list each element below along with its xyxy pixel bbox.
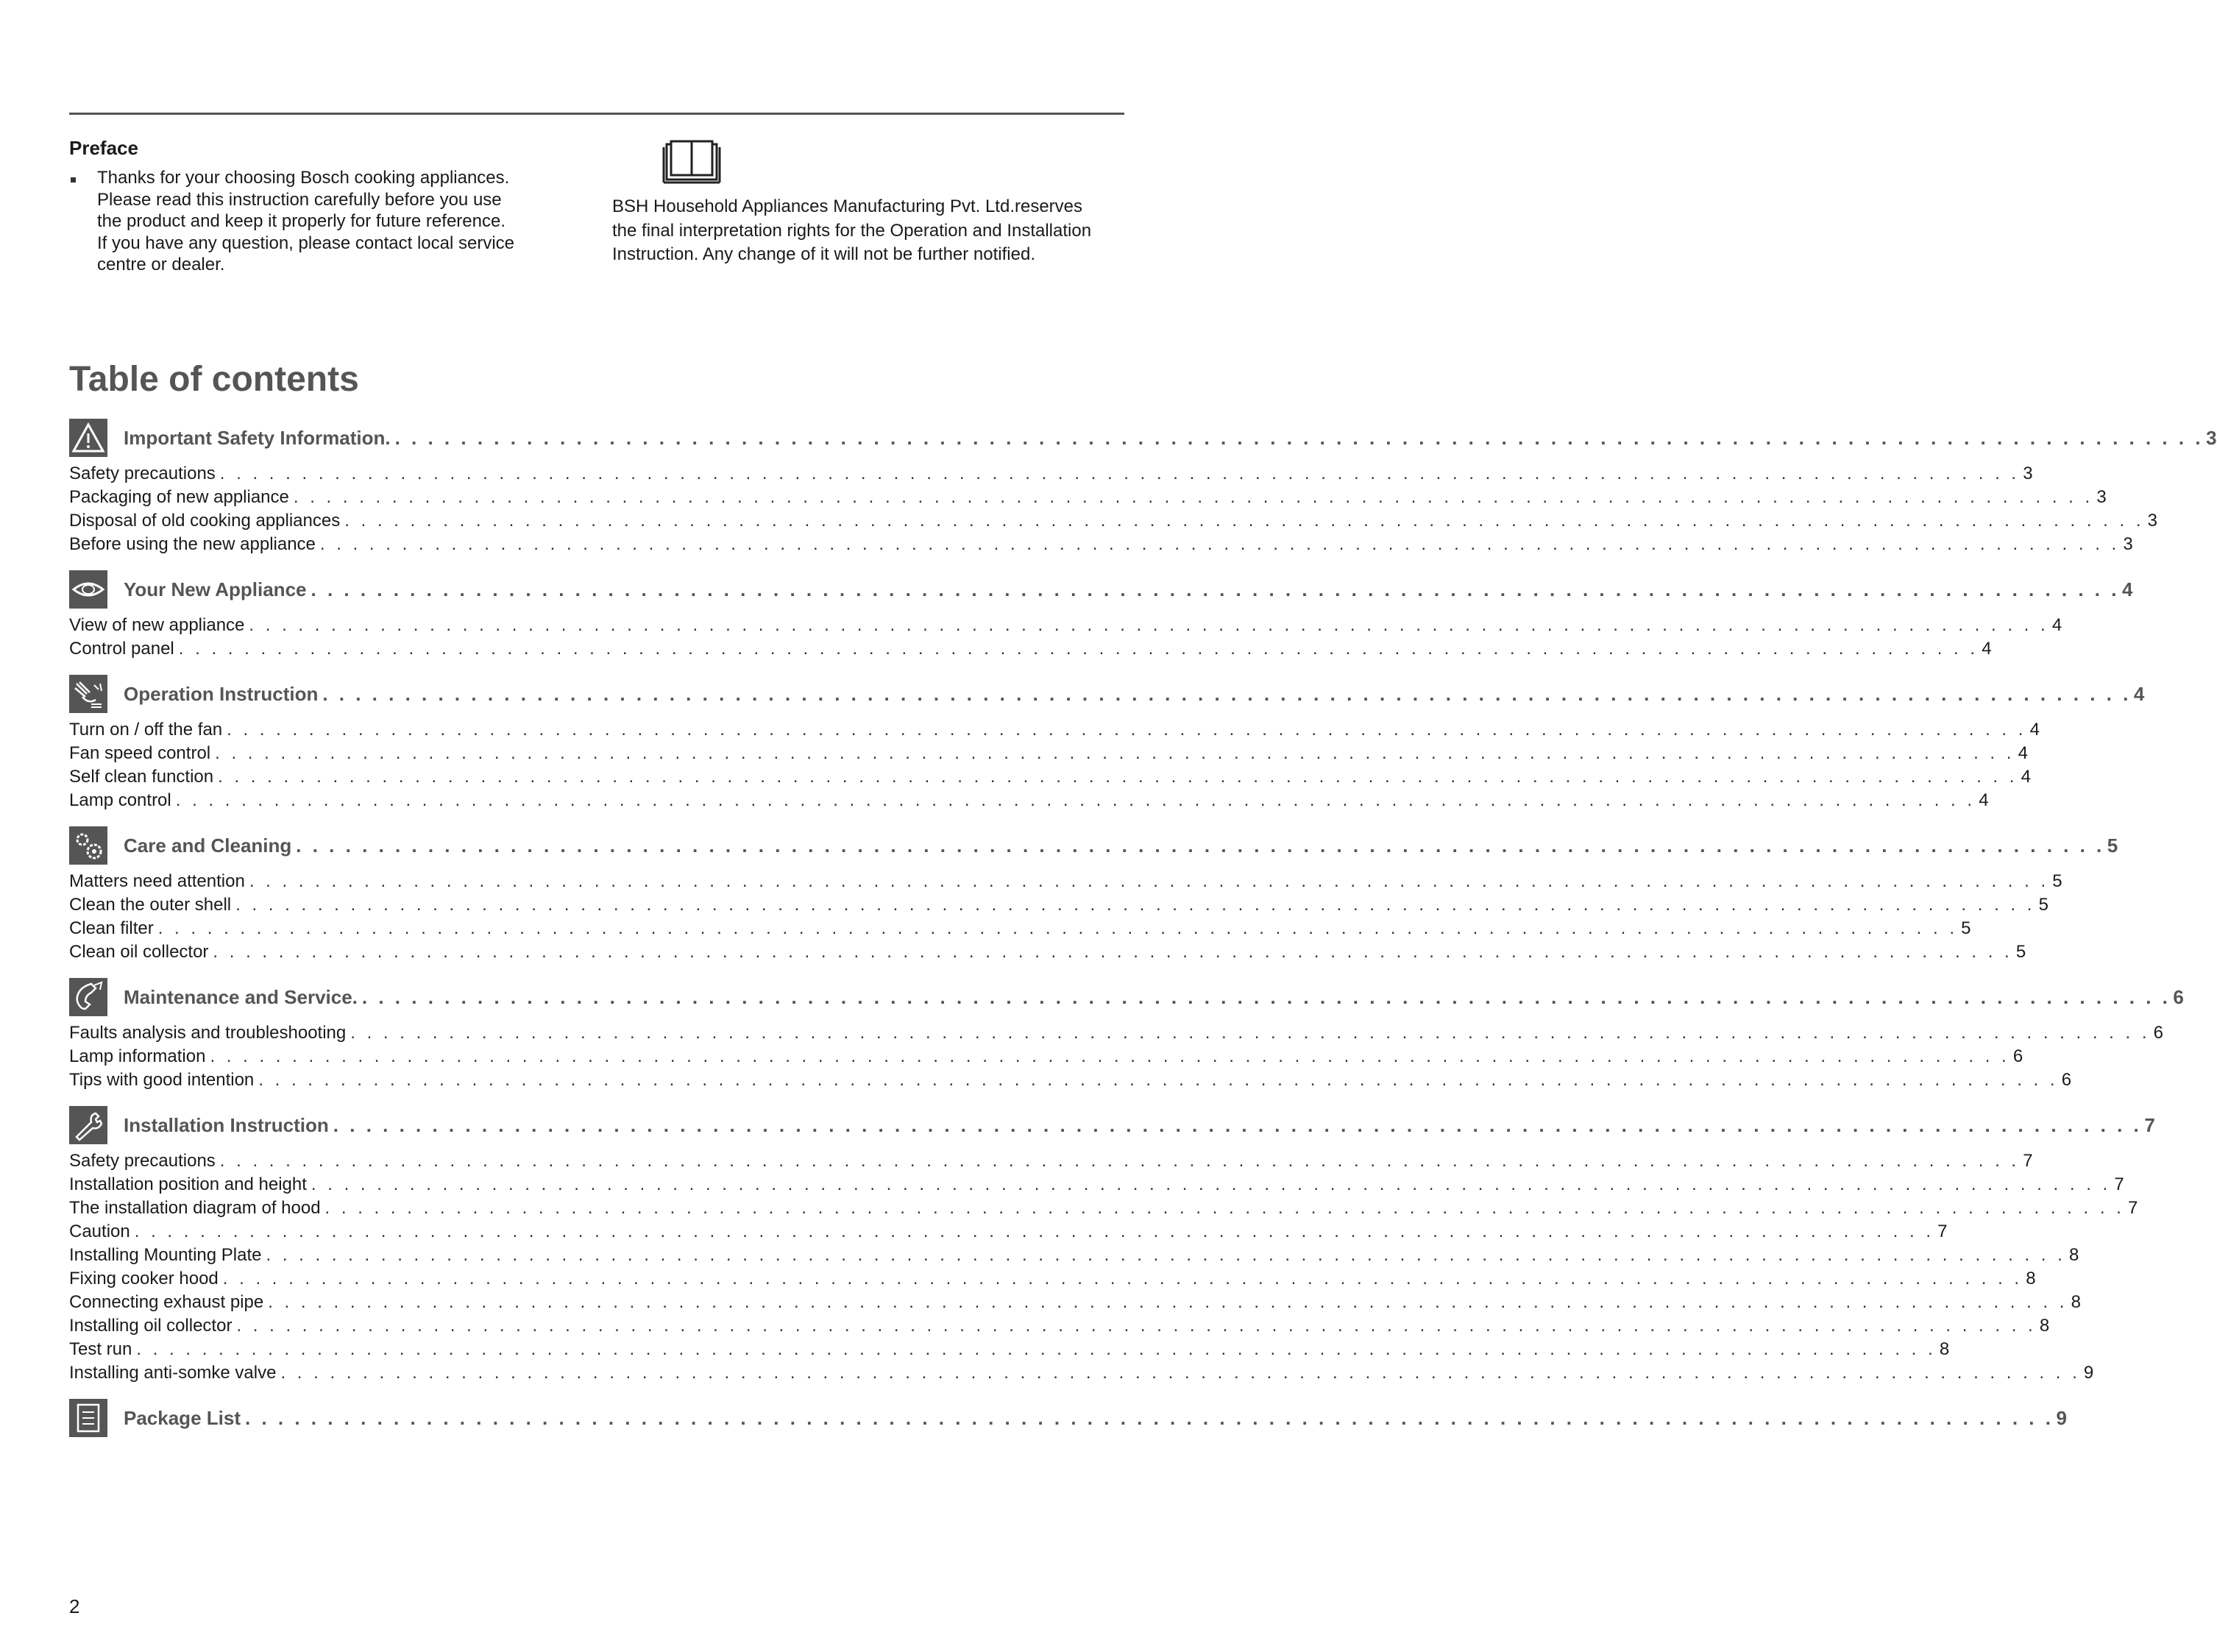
toc-entry[interactable] — [69, 1291, 2081, 1314]
toc-entry[interactable] — [69, 1068, 2072, 1092]
leader-dots — [322, 682, 2131, 706]
toc-page-number: 8 — [2071, 1292, 2081, 1312]
toc-section-heading — [69, 416, 2217, 459]
toc-entry-label: Clean oil collector — [69, 942, 209, 962]
toc-page-number: 6 — [2012, 1046, 2023, 1066]
toc-page-number: 7 — [2144, 1114, 2155, 1136]
rights-notice — [612, 140, 1157, 267]
toc-page-number: 7 — [1937, 1222, 1948, 1241]
toc-entry-label: Packaging of new appliance — [69, 487, 289, 507]
toc-page-number: 8 — [1939, 1339, 1950, 1359]
toc-page-number: 7 — [2114, 1174, 2124, 1194]
toc-entry[interactable] — [69, 742, 2028, 765]
toc-section — [69, 673, 2145, 812]
leader-dots — [320, 533, 2120, 556]
toc-section-title[interactable] — [124, 578, 2132, 601]
toc-entry-label: Disposal of old cooking appliances — [69, 511, 341, 531]
preface-line: If you have any question, please contact local service — [97, 233, 514, 253]
toc-entry-label: Safety precautions — [69, 464, 216, 483]
operation-hand-icon — [69, 675, 107, 713]
toc-entry-label: Lamp information — [69, 1046, 206, 1066]
phone-icon — [69, 978, 107, 1016]
toc-entry-label: Fan speed control — [69, 743, 211, 763]
table-of-contents — [69, 416, 2217, 1451]
leader-dots — [344, 509, 2144, 533]
toc-entry[interactable] — [69, 509, 2158, 533]
bullet-icon — [71, 177, 76, 182]
leader-dots — [268, 1291, 2068, 1314]
leader-dots — [135, 1220, 1934, 1244]
toc-entry-label: Before using the new appliance — [69, 534, 316, 554]
preface — [69, 137, 570, 276]
leader-dots — [136, 1338, 1936, 1361]
wrench-icon — [69, 1106, 107, 1144]
toc-entry-label: Self clean function — [69, 767, 214, 787]
toc-section — [69, 976, 2184, 1092]
toc-section-title[interactable] — [124, 682, 2144, 706]
toc-page-number: 7 — [2023, 1151, 2033, 1171]
toc-page-number: 6 — [2153, 1023, 2164, 1043]
toc-entry-label: Clean the outer shell — [69, 895, 232, 915]
toc-entry[interactable] — [69, 870, 2062, 893]
toc-page-number: 3 — [2123, 534, 2133, 554]
toc-entry-label: Control panel — [69, 639, 174, 659]
leader-dots — [158, 917, 1958, 940]
toc-page-number: 6 — [2173, 986, 2184, 1008]
toc-entry-label: Installing oil collector — [69, 1316, 233, 1336]
toc-entry[interactable] — [69, 1314, 2050, 1338]
toc-page-number: 3 — [2096, 487, 2107, 507]
toc-entry-label: Faults analysis and troubleshooting — [69, 1023, 347, 1043]
leader-dots — [223, 1267, 2023, 1291]
toc-entry[interactable] — [69, 1220, 1948, 1244]
toc-section-heading — [69, 1397, 2067, 1439]
toc-entry[interactable] — [69, 1045, 2023, 1068]
toc-entry[interactable] — [69, 1338, 1950, 1361]
toc-page-number: 5 — [2052, 871, 2062, 891]
toc-entry-label: Care and Cleaning — [124, 834, 292, 857]
toc-section — [69, 568, 2133, 661]
toc-entry[interactable] — [69, 614, 2062, 637]
toc-entry[interactable] — [69, 1197, 2138, 1220]
toc-entry-label: Safety precautions — [69, 1151, 216, 1171]
toc-page-number: 5 — [2015, 942, 2026, 962]
toc-entry-label: Installing anti-somke valve — [69, 1363, 277, 1383]
toc-entry[interactable] — [69, 765, 2031, 789]
toc-entry-label: Lamp control — [69, 790, 171, 810]
leader-dots — [218, 765, 2018, 789]
toc-entry-label: Installing Mounting Plate — [69, 1245, 262, 1265]
leader-dots — [249, 870, 2049, 893]
toc-page-number: 3 — [2023, 464, 2033, 483]
toc-page-number: 3 — [2147, 511, 2158, 531]
leader-dots — [249, 614, 2048, 637]
toc-page-number: 9 — [2083, 1363, 2094, 1383]
toc-page-number: 6 — [2061, 1070, 2072, 1090]
toc-entry-label: Caution — [69, 1222, 130, 1241]
leader-dots — [220, 462, 2020, 486]
preface-bullet-item — [69, 167, 570, 276]
toc-entry[interactable] — [69, 1021, 2164, 1045]
toc-entry[interactable] — [69, 893, 2048, 917]
toc-section-title[interactable] — [124, 426, 2217, 450]
book-icon — [662, 140, 721, 185]
leader-dots — [311, 578, 2120, 601]
toc-entry[interactable] — [69, 486, 2107, 509]
toc-entry-label: Clean filter — [69, 918, 154, 938]
toc-section-heading — [69, 824, 2118, 867]
toc-entry-label: Important Safety Information. — [124, 427, 391, 449]
toc-entry-label: Connecting exhaust pipe — [69, 1292, 264, 1312]
toc-entry-label: Matters need attention — [69, 871, 245, 891]
leader-dots — [350, 1021, 2150, 1045]
page-number: 2 — [69, 1595, 80, 1617]
toc-section-title[interactable] — [124, 1406, 2067, 1430]
toc-entry[interactable] — [69, 1149, 2033, 1173]
toc-entry-label: The installation diagram of hood — [69, 1198, 321, 1218]
toc-entry-label: Installation position and height — [69, 1174, 307, 1194]
toc-page-number: 9 — [2056, 1407, 2067, 1429]
toc-entry[interactable] — [69, 1267, 2036, 1291]
toc-section — [69, 1397, 2067, 1439]
leader-dots — [236, 1314, 2036, 1338]
leader-dots — [333, 1113, 2142, 1137]
toc-page-number: 4 — [2133, 683, 2145, 705]
toc-page-number: 5 — [2107, 834, 2118, 857]
toc-entry[interactable] — [69, 462, 2033, 486]
leader-dots — [213, 940, 2012, 964]
leader-dots — [266, 1244, 2066, 1267]
toc-entry[interactable] — [69, 940, 2026, 964]
toc-entry-label: View of new appliance — [69, 615, 245, 635]
toc-entry[interactable] — [69, 917, 1971, 940]
toc-entry-label: Tips with good intention — [69, 1070, 255, 1090]
care-gears-icon — [69, 826, 107, 865]
toc-page-number: 4 — [2051, 615, 2062, 635]
toc-entry[interactable] — [69, 718, 2040, 742]
leader-dots — [215, 742, 2015, 765]
toc-section-heading — [69, 1104, 2155, 1146]
preface-line: the product and keep it properly for future reference. — [97, 211, 506, 231]
toc-page-number: 5 — [2038, 895, 2048, 915]
toc-entry-label: Package List — [124, 1407, 241, 1429]
toc-entry-label: Test run — [69, 1339, 132, 1359]
toc-entry[interactable] — [69, 1361, 2094, 1385]
toc-section-heading — [69, 976, 2184, 1018]
toc-page-number: 4 — [2018, 743, 2028, 763]
toc-section-heading — [69, 673, 2145, 715]
leader-dots — [311, 1173, 2111, 1197]
toc-page-number: 3 — [2206, 427, 2217, 449]
toc-entry[interactable] — [69, 1173, 2124, 1197]
warning-icon — [69, 419, 107, 457]
leader-dots — [296, 834, 2104, 857]
toc-page-number: 8 — [2039, 1316, 2050, 1336]
rights-line: the final interpretation rights for the Operation and Installation — [612, 220, 1092, 241]
leader-dots — [227, 718, 2026, 742]
rights-line: Instruction. Any change of it will not be further notified. — [612, 244, 1035, 264]
leader-dots — [294, 486, 2093, 509]
leader-dots — [395, 426, 2204, 450]
toc-section — [69, 416, 2217, 556]
toc-page-number: 4 — [1979, 790, 1989, 810]
toc-page-number: 8 — [2026, 1269, 2036, 1288]
toc-page-number: 4 — [2122, 578, 2133, 600]
toc-section-heading — [69, 568, 2133, 611]
toc-page-number: 8 — [2068, 1245, 2079, 1265]
toc-entry[interactable] — [69, 637, 1992, 661]
leader-dots — [258, 1068, 2058, 1092]
toc-title: Table of contents — [69, 360, 359, 399]
leader-dots — [210, 1045, 2010, 1068]
leader-dots — [325, 1197, 2125, 1220]
preface-line: Thanks for your choosing Bosch cooking appliances. — [97, 168, 510, 188]
toc-entry[interactable] — [69, 789, 1989, 812]
leader-dots — [220, 1149, 2020, 1173]
leader-dots — [235, 893, 2035, 917]
preface-title: Preface — [69, 137, 138, 159]
package-list-icon — [69, 1399, 107, 1437]
toc-page-number: 4 — [1982, 639, 1992, 659]
toc-page-number: 5 — [1961, 918, 1971, 938]
preface-line: centre or dealer. — [97, 255, 225, 274]
toc-entry-label: Operation Instruction — [124, 683, 319, 705]
toc-section — [69, 1104, 2155, 1385]
toc-entry-label: Fixing cooker hood — [69, 1269, 219, 1288]
toc-section-title[interactable] — [124, 985, 2184, 1009]
eye-icon — [69, 570, 107, 609]
leader-dots — [176, 789, 1976, 812]
toc-page-number: 4 — [2029, 720, 2040, 740]
preface-line: Please read this instruction carefully before you use — [97, 189, 502, 210]
toc-entry[interactable] — [69, 533, 2133, 556]
toc-entry-label: Maintenance and Service. — [124, 986, 358, 1008]
leader-dots — [179, 637, 1979, 661]
leader-dots — [245, 1406, 2054, 1430]
leader-dots — [280, 1361, 2080, 1385]
leader-dots — [362, 985, 2171, 1009]
toc-entry[interactable] — [69, 1244, 2079, 1267]
toc-page-number: 7 — [2127, 1198, 2138, 1218]
toc-entry-label: Turn on / off the fan — [69, 720, 223, 740]
toc-section-title[interactable] — [124, 1113, 2155, 1137]
toc-entry-label: Your New Appliance — [124, 578, 307, 600]
toc-page-number: 4 — [2021, 767, 2031, 787]
top-rule — [69, 113, 1124, 115]
toc-section — [69, 824, 2118, 964]
toc-entry-label: Installation Instruction — [124, 1114, 329, 1136]
toc-section-title[interactable] — [124, 834, 2118, 857]
rights-line: BSH Household Appliances Manufacturing Pvt. Ltd.reserves — [612, 196, 1083, 216]
